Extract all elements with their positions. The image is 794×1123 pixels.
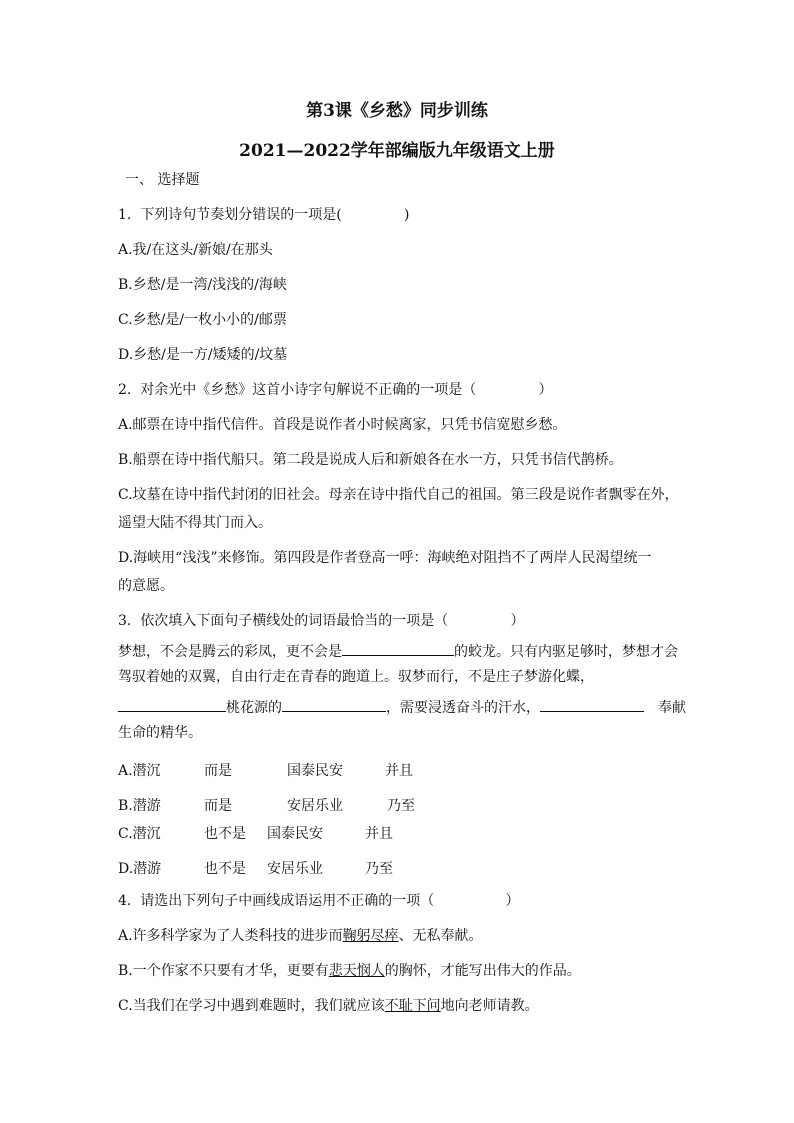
option-cell: 并且 <box>365 826 393 842</box>
question-3-stem: 3. 依次填入下面句子横线处的词语最恰当的一项是（ ） <box>118 613 525 629</box>
question-2-option-b: B.船票在诗中指代船只。第二段是说成人后和新娘各在水一方，只凭书信代鹊桥。 <box>118 452 623 468</box>
question-1-stem: 1. 下列诗句节奏划分错误的一项是( ) <box>118 207 410 223</box>
fill-blank-2 <box>118 697 226 712</box>
question-2-option-d-line1: D.海峡用“浅浅”来修饰。第四段是作者登高一呼：海峡绝对阻挡不了两岸人民渴望统一 <box>118 550 652 566</box>
option-text: B.一个作家不只要有才华，更要有 <box>118 963 329 979</box>
option-text: 的胸怀，才能写出伟大的作品。 <box>384 963 581 979</box>
page-title: 第3课《乡愁》同步训练 <box>306 101 488 121</box>
option-cell: 国泰民安 <box>267 826 323 842</box>
question-3-passage-line1 <box>118 641 678 661</box>
passage-text: 的蛟龙。只有内驱足够时，梦想才会 <box>454 644 678 660</box>
option-cell: 也不是 <box>204 826 246 842</box>
question-3-passage-line4: 生命的精华。 <box>118 725 202 741</box>
option-cell: 也不是 <box>204 861 246 877</box>
option-cell: 并且 <box>385 763 413 779</box>
fill-blank-1 <box>342 641 454 656</box>
option-cell: C.潜沉 <box>118 826 161 842</box>
option-cell: 安居乐业 <box>287 798 343 814</box>
question-1-option-d: D.乡愁/是一方/矮矮的/坟墓 <box>118 347 288 363</box>
underlined-idiom: 鞠躬尽瘁 <box>342 928 399 944</box>
option-text: C.当我们在学习中遇到难题时，我们就应该 <box>118 998 385 1014</box>
option-cell: A.潜沉 <box>118 763 161 779</box>
question-4-option-c <box>118 998 539 1015</box>
question-2-option-d-line2: 的意愿。 <box>118 578 174 594</box>
section-heading: 一、 选择题 <box>125 172 200 188</box>
question-3-passage-line3 <box>118 697 686 717</box>
question-2-option-c-line2: 遥望大陆不得其门而入。 <box>118 515 272 531</box>
question-4-option-a <box>118 928 483 945</box>
fill-blank-3 <box>282 697 386 712</box>
option-text: 地向老师请教。 <box>440 998 539 1014</box>
option-cell: 安居乐业 <box>267 861 323 877</box>
option-cell: B.潜游 <box>118 798 161 814</box>
question-2-stem: 2. 对余光中《乡愁》这首小诗字句解说不正确的一项是（ ） <box>118 382 553 398</box>
question-3-passage-line2: 驾驭着她的双翼，自由行走在青春的跑道上。驭梦而行，不是庄子梦游化蝶， <box>118 669 594 685</box>
option-cell: 国泰民安 <box>287 763 343 779</box>
underlined-idiom: 悲天悯人 <box>328 963 385 979</box>
option-cell: D.潜游 <box>118 861 162 877</box>
question-1-option-b: B.乡愁/是一湾/浅浅的/海峡 <box>118 277 287 293</box>
question-4-stem: 4. 请选出下列句子中画线成语运用不正确的一项（ ） <box>118 893 520 909</box>
passage-text: 桃花源的 <box>226 700 282 716</box>
question-2-option-c-line1: C.坟墓在诗中指代封闭的旧社会。母亲在诗中指代自己的祖国。第三段是说作者飘零在外， <box>118 487 679 503</box>
page-subtitle: 2021—2022学年部编版九年级语文上册 <box>239 141 555 161</box>
option-text: 、无私奉献。 <box>398 928 483 944</box>
option-text: A.许多科学家为了人类科技的进步而 <box>118 928 343 944</box>
passage-text: 梦想，不会是腾云的彩凤，更不会是 <box>118 644 342 660</box>
question-1-option-a: A.我/在这头/新娘/在那头 <box>118 242 273 258</box>
passage-text: ，需要浸透奋斗的汗水， <box>386 700 540 716</box>
fill-blank-4 <box>540 697 644 712</box>
option-cell: 乃至 <box>365 861 393 877</box>
option-cell: 而是 <box>204 763 232 779</box>
option-cell: 而是 <box>204 798 232 814</box>
question-4-option-b <box>118 963 581 980</box>
passage-text: 奉献 <box>658 700 686 716</box>
underlined-idiom: 不耻下问 <box>384 998 441 1014</box>
option-cell: 乃至 <box>387 798 415 814</box>
question-1-option-c: C.乡愁/是/一枚小小的/邮票 <box>118 312 287 328</box>
question-2-option-a: A.邮票在诗中指代信件。首段是说作者小时候离家，只凭书信宽慰乡愁。 <box>118 417 567 433</box>
